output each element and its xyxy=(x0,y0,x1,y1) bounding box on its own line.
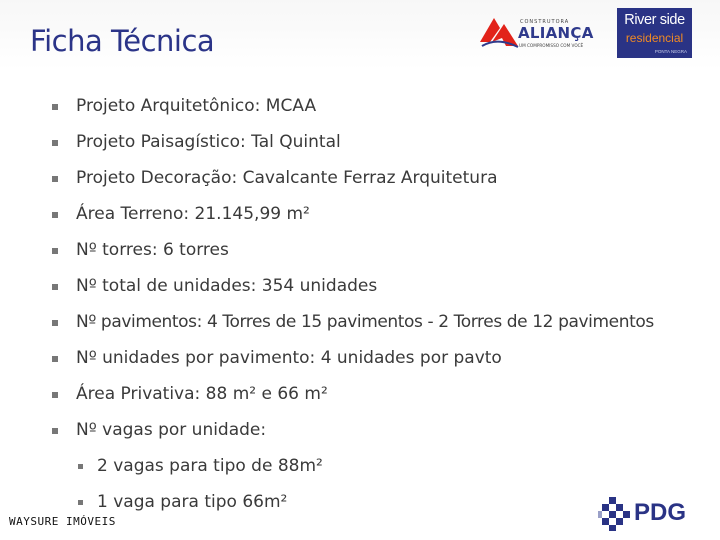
riverside-line1: River side xyxy=(624,12,685,28)
alianca-name: ALIANÇA xyxy=(518,24,594,42)
alianca-logo xyxy=(478,10,594,54)
list-item: Nº vagas por unidade: xyxy=(76,420,267,440)
list-item: Nº unidades por pavimento: 4 unidades por pavto xyxy=(76,348,502,368)
alianca-small-label: CONSTRUTORA xyxy=(520,19,570,25)
sub-list-item: 1 vaga para tipo 66m² xyxy=(97,492,288,512)
list-item: Projeto Decoração: Cavalcante Ferraz Arquitetura xyxy=(76,168,498,188)
list-item: Projeto Paisagístico: Tal Quintal xyxy=(76,132,341,152)
pdg-logo xyxy=(598,495,698,531)
list-item: Nº total de unidades: 354 unidades xyxy=(76,276,378,296)
alianca-mark-icon xyxy=(478,14,520,52)
riverside-line3: PONTA NEGRA xyxy=(654,49,687,54)
riverside-line2: residencial xyxy=(625,31,684,45)
pdg-checker-icon xyxy=(598,497,632,531)
list-item: Área Terreno: 21.145,99 m² xyxy=(76,204,310,224)
pdg-name: PDG xyxy=(634,499,687,526)
riverside-logo xyxy=(617,8,692,58)
watermark: WAYSURE IMÓVEIS xyxy=(9,515,116,528)
list-item: Nº torres: 6 torres xyxy=(76,240,229,260)
list-item: Projeto Arquitetônico: MCAA xyxy=(76,96,317,116)
sub-list-item: 2 vagas para tipo de 88m² xyxy=(97,456,323,476)
page-title: Ficha Técnica xyxy=(30,24,215,58)
alianca-tagline: UM COMPROMISSO COM VOCÊ xyxy=(519,43,584,48)
list-item: Nº pavimentos: 4 Torres de 15 pavimentos - 2 Torres de 12 pavimentos xyxy=(76,312,654,332)
list-item: Área Privativa: 88 m² e 66 m² xyxy=(76,384,328,404)
